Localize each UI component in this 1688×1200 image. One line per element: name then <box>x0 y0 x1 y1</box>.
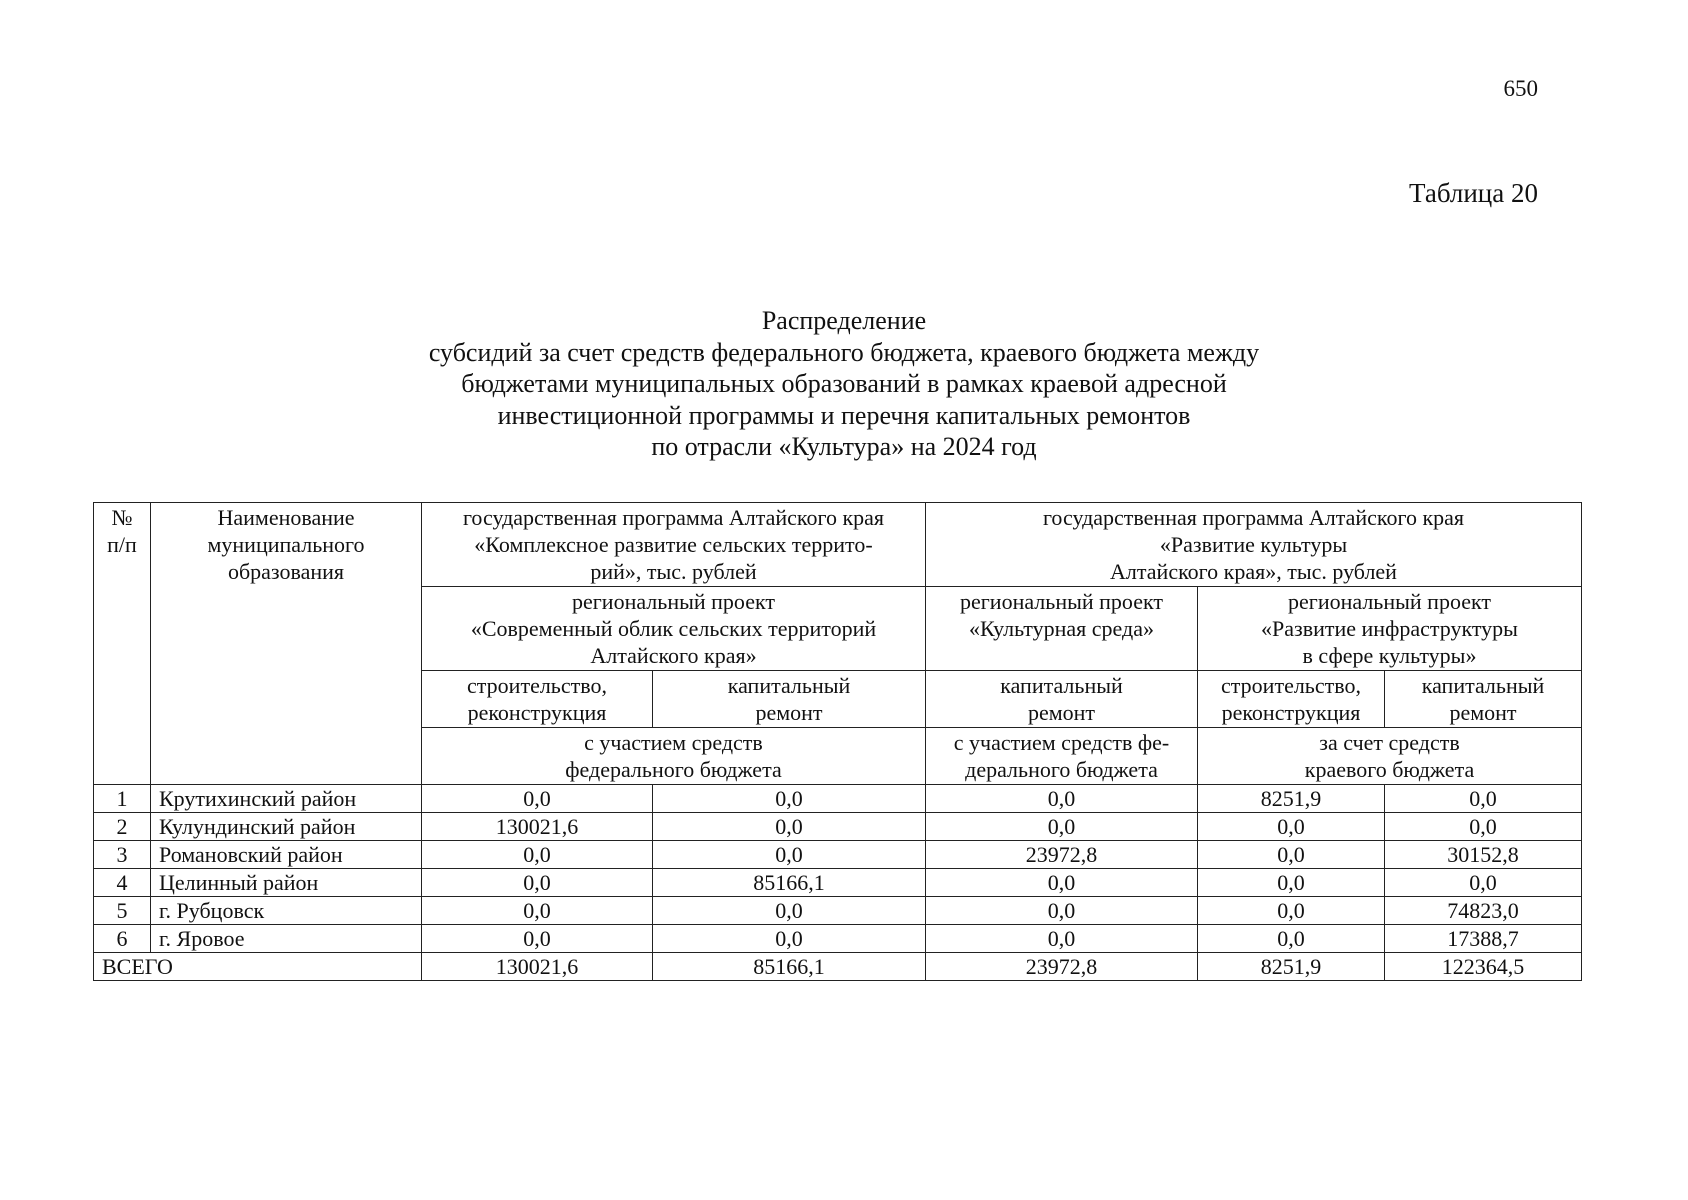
header-funding-3: за счет средств краевого бюджета <box>1198 728 1582 785</box>
row-value: 85166,1 <box>653 869 926 897</box>
header-col-1: строительство, реконструкция <box>422 671 653 728</box>
total-row <box>94 953 1582 981</box>
row-value: 30152,8 <box>1385 841 1582 869</box>
row-value: 0,0 <box>1198 841 1385 869</box>
row-value: 0,0 <box>1385 785 1582 813</box>
total-label: ВСЕГО <box>94 953 422 981</box>
table-body <box>94 785 1582 981</box>
header-project-3: региональный проект «Развитие инфраструктуры в сфере культуры» <box>1198 587 1582 671</box>
total-value: 8251,9 <box>1198 953 1385 981</box>
table-row <box>94 869 1582 897</box>
page-number: 650 <box>1503 76 1538 101</box>
table-row <box>94 813 1582 841</box>
row-name: Романовский район <box>151 841 422 869</box>
document-title <box>0 305 1688 463</box>
title-line: субсидий за счет средств федерального бюджета, краевого бюджета между <box>428 337 1260 367</box>
header-col-4: строительство, реконструкция <box>1198 671 1385 728</box>
row-value: 0,0 <box>1198 897 1385 925</box>
header-program-2: государственная программа Алтайского края «Развитие культуры Алтайского края», тыс. рублей <box>926 503 1582 587</box>
row-num: 3 <box>94 841 151 869</box>
row-value: 17388,7 <box>1385 925 1582 953</box>
header-col-5: капитальный ремонт <box>1385 671 1582 728</box>
row-num: 2 <box>94 813 151 841</box>
row-value: 74823,0 <box>1385 897 1582 925</box>
table-row <box>94 925 1582 953</box>
row-num: 4 <box>94 869 151 897</box>
row-value: 0,0 <box>926 813 1198 841</box>
row-name: г. Яровое <box>151 925 422 953</box>
header-name: Наименование муниципального образования <box>151 503 422 785</box>
row-value: 0,0 <box>926 925 1198 953</box>
row-value: 0,0 <box>653 841 926 869</box>
title-line: бюджетами муниципальных образований в рамках краевой адресной <box>461 369 1227 398</box>
row-value: 0,0 <box>926 785 1198 813</box>
total-value: 23972,8 <box>926 953 1198 981</box>
row-value: 0,0 <box>422 841 653 869</box>
row-name: Кулундинский район <box>151 813 422 841</box>
row-value: 0,0 <box>422 925 653 953</box>
row-name: г. Рубцовск <box>151 897 422 925</box>
row-value: 0,0 <box>1198 869 1385 897</box>
table-row <box>94 897 1582 925</box>
row-value: 0,0 <box>653 897 926 925</box>
row-name: Крутихинский район <box>151 785 422 813</box>
row-value: 0,0 <box>1198 813 1385 841</box>
total-value: 122364,5 <box>1385 953 1582 981</box>
row-value: 0,0 <box>653 813 926 841</box>
total-value: 130021,6 <box>422 953 653 981</box>
row-value: 0,0 <box>1385 813 1582 841</box>
subsidy-table <box>93 502 1582 981</box>
row-num: 6 <box>94 925 151 953</box>
table-header <box>94 503 1582 785</box>
title-line: инвестиционной программы и перечня капитальных ремонтов <box>497 400 1191 430</box>
row-value: 0,0 <box>653 925 926 953</box>
row-value: 0,0 <box>422 897 653 925</box>
header-project-2: региональный проект «Культурная среда» <box>926 587 1198 671</box>
title-line: Распределение <box>761 306 927 335</box>
header-funding-2: с участием средств фе- дерального бюджета <box>926 728 1198 785</box>
row-value: 8251,9 <box>1198 785 1385 813</box>
row-value: 23972,8 <box>926 841 1198 869</box>
table-label: Таблица 20 <box>1409 178 1538 208</box>
table-row <box>94 785 1582 813</box>
table-row <box>94 841 1582 869</box>
row-value: 130021,6 <box>422 813 653 841</box>
total-value: 85166,1 <box>653 953 926 981</box>
row-value: 0,0 <box>422 785 653 813</box>
header-program-1: государственная программа Алтайского края «Комплексное развитие сельских террито- рий», тыс. рублей <box>422 503 926 587</box>
header-num: № п/п <box>94 503 151 785</box>
header-project-1: региональный проект «Современный облик сельских территорий Алтайского края» <box>422 587 926 671</box>
row-value: 0,0 <box>422 869 653 897</box>
header-col-3: капитальный ремонт <box>926 671 1198 728</box>
title-line: по отрасли «Культура» на 2024 год <box>651 432 1037 461</box>
row-num: 1 <box>94 785 151 813</box>
row-value: 0,0 <box>926 869 1198 897</box>
row-num: 5 <box>94 897 151 925</box>
row-value: 0,0 <box>1385 869 1582 897</box>
header-funding-1: с участием средств федерального бюджета <box>422 728 926 785</box>
row-value: 0,0 <box>926 897 1198 925</box>
row-name: Целинный район <box>151 869 422 897</box>
header-col-2: капитальный ремонт <box>653 671 926 728</box>
row-value: 0,0 <box>653 785 926 813</box>
row-value: 0,0 <box>1198 925 1385 953</box>
